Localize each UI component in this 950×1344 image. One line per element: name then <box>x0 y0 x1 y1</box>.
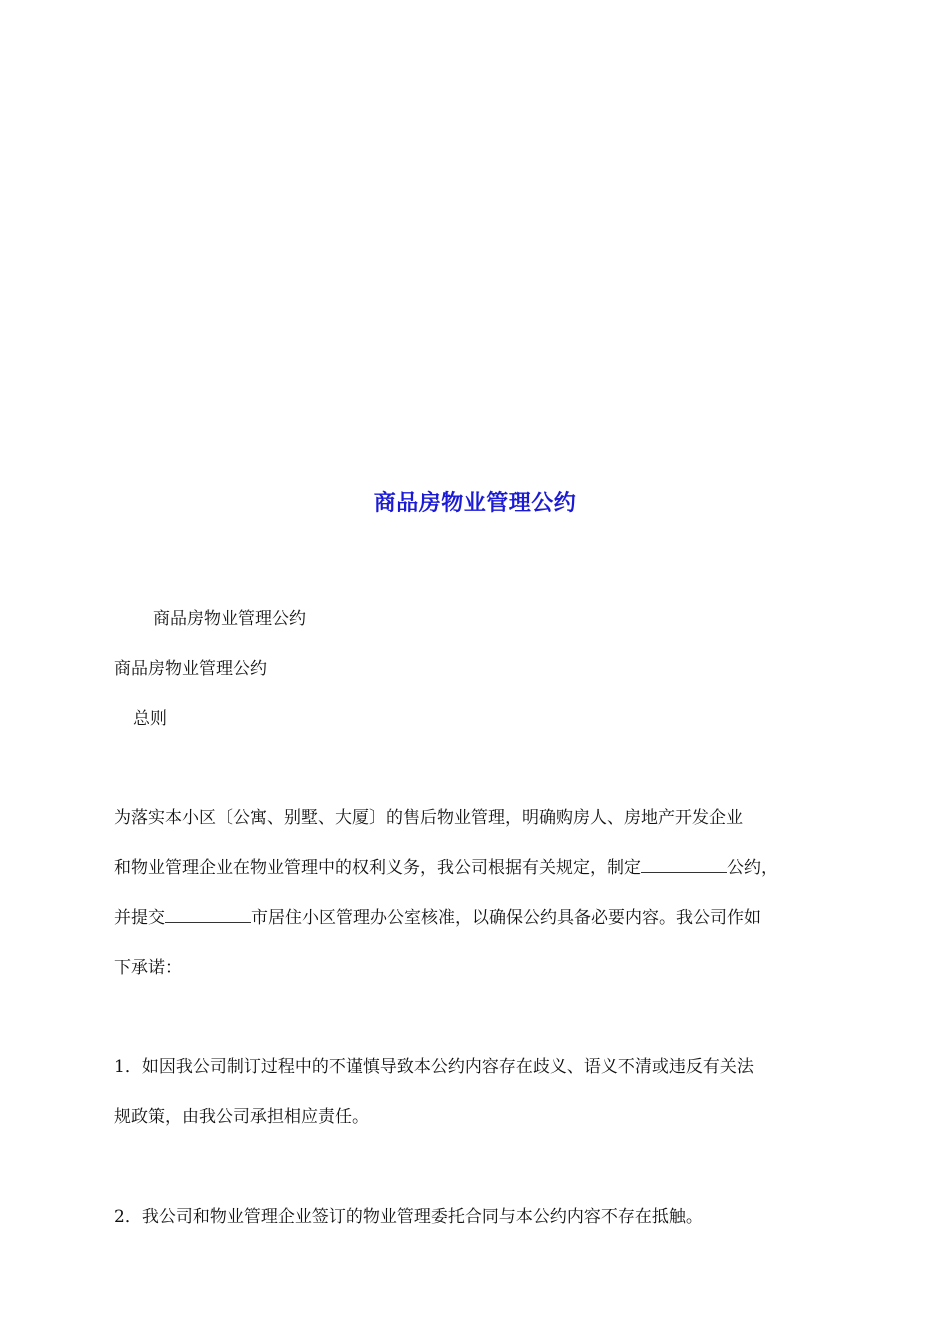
intro-line-3-head: 并提交 <box>114 908 165 928</box>
intro-line-3-text: 市居住小区管理办公室核准，以确保公约具备必要内容。我公司作如 <box>251 908 761 928</box>
subtitle: 商品房物业管理公约 <box>114 659 267 679</box>
intro-line-4: 下承诺： <box>114 958 182 978</box>
intro-line-2 <box>114 856 778 880</box>
intro-line-2-text: 和物业管理企业在物业管理中的权利义务，我公司根据有关规定，制定 <box>114 858 641 878</box>
fill-in-blank-2 <box>165 906 251 923</box>
item-2-line-1: 2．我公司和物业管理企业签订的物业管理委托合同与本公约内容不存在抵触。 <box>114 1207 703 1227</box>
section-heading: 总则 <box>133 709 167 729</box>
document-title: 商品房物业管理公约 <box>373 491 577 516</box>
item-1-line-1: 1．如因我公司制订过程中的不谨慎导致本公约内容存在歧义、语义不清或违反有关法 <box>114 1057 754 1077</box>
fill-in-blank-1 <box>641 856 727 873</box>
subtitle-indented: 商品房物业管理公约 <box>153 609 306 629</box>
item-1-line-2: 规政策，由我公司承担相应责任。 <box>114 1107 369 1127</box>
intro-line-2-tail: 公约， <box>727 858 778 878</box>
intro-line-1: 为落实本小区〔公寓、别墅、大厦〕的售后物业管理，明确购房人、房地产开发企业 <box>114 808 743 828</box>
intro-line-3 <box>114 906 761 930</box>
